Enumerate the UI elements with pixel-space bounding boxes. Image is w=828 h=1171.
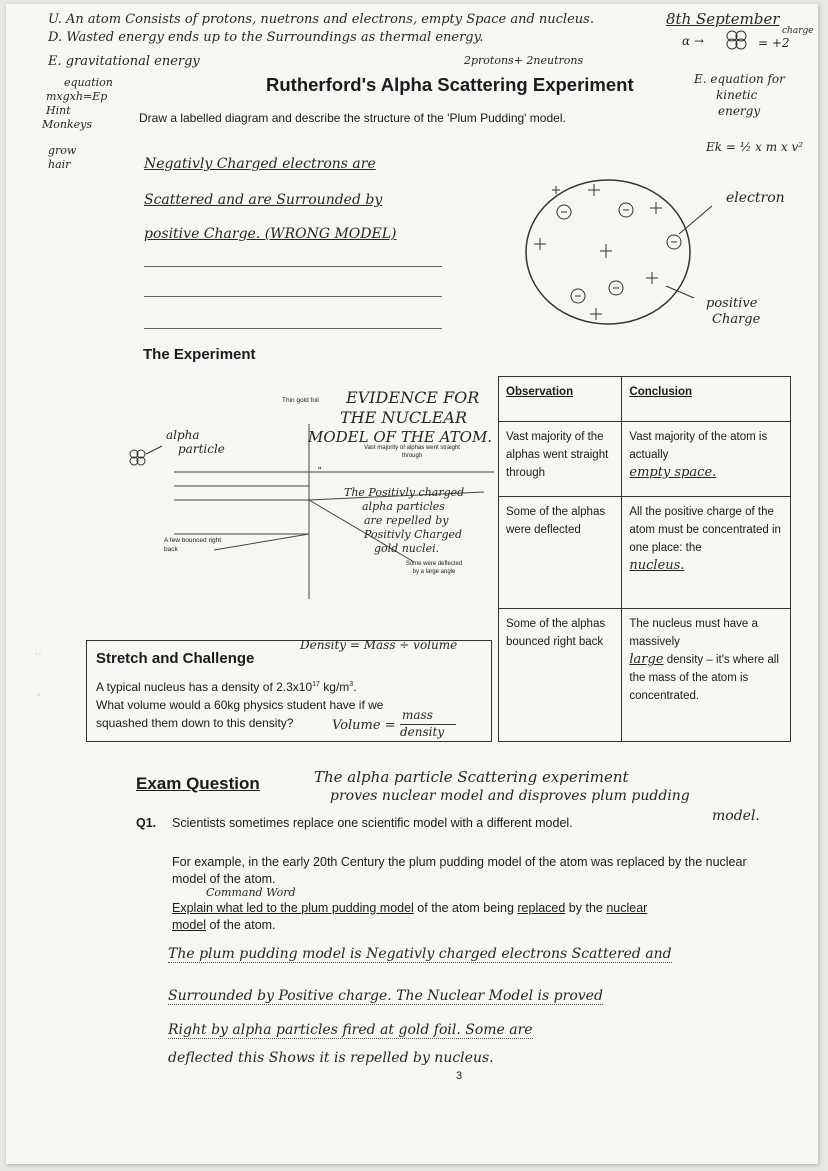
stretch-text-3: squashed them down to this density? (96, 716, 294, 730)
experiment-heading: The Experiment (143, 346, 256, 363)
note-ek-formula: Ek = ½ x m x v² (706, 140, 804, 154)
observation-table (498, 376, 791, 742)
conclusion-text-1: Vast majority of the atom is actually (629, 430, 768, 461)
particle-label: particle (178, 442, 225, 456)
few-bounced-label: A few bounced right back (164, 537, 222, 553)
quote-mark: " (318, 466, 322, 477)
conclusion-filled-2: nucleus. (629, 558, 685, 574)
conclusion-text-2: All the positive charge of the atom must be concentrated in one place: the (629, 506, 781, 555)
alpha-particle-icon (724, 30, 758, 50)
observation-cell-1 (499, 421, 622, 496)
note-gravitational: E. gravitational energy (48, 54, 200, 69)
exam-answer-line-4: deflected this Shows it is repelled by nucleus. (168, 1050, 494, 1066)
ghost-mark: ·· (34, 646, 42, 660)
exam-answer-line-3: Right by alpha particles fired at gold foil. Some are (168, 1022, 533, 1038)
blank-line-1 (144, 266, 442, 267)
evidence-heading-1: EVIDENCE FOR (346, 388, 480, 407)
exam-note-2: proves nuclear model and disproves plum pudding (330, 788, 690, 804)
ghost-mark: · (36, 686, 42, 703)
plum-pudding-diagram (516, 174, 716, 334)
worksheet-page (6, 4, 818, 1164)
observation-cell-2 (499, 497, 622, 609)
question-text: Scientists sometimes replace one scientific model with a different model. (172, 816, 573, 830)
conclusion-filled-3: large (629, 652, 664, 668)
conclusion-cell-2 (622, 497, 791, 609)
repelled-note-1: The Positivly charged (344, 486, 465, 499)
page-number: 3 (456, 1070, 463, 1082)
explain-instruction (172, 900, 772, 934)
conclusion-filled-1: empty space. (629, 464, 717, 480)
exam-note-1: The alpha particle Scattering experiment (314, 768, 629, 786)
question-number: Q1. (136, 816, 157, 830)
conclusion-header-text: Conclusion (629, 386, 693, 398)
note-hair: hair (48, 158, 71, 171)
exam-heading: Exam Question (136, 774, 260, 793)
observation-text-2: Some of the alphas were deflected (506, 506, 606, 537)
plum-answer-line-3: positive Charge. (WRONG MODEL) (144, 226, 397, 242)
note-charge-value: = +2 (758, 36, 790, 50)
positive-label: positive (706, 296, 758, 311)
repelled-note-5: gold nuclei. (374, 542, 440, 555)
exam-answer-line-1: The plum pudding model is Negativly charged electrons Scattered and (168, 946, 672, 962)
stretch-units: kg/m (319, 680, 350, 694)
note-atom-structure: U. An atom Consists of protons, nuetrons and electrons, empty Space and nucleus. (48, 12, 594, 27)
observation-text-3: Some of the alphas bounced right back (506, 618, 606, 649)
fraction-bottom: density (400, 725, 445, 739)
observation-text-1: Vast majority of the alphas went straight through (506, 430, 609, 479)
thin-gold-foil-label: Thin gold foil (282, 397, 319, 404)
alpha-label: alpha (166, 428, 200, 442)
note-kinetic-eq: E. equation for (694, 72, 785, 86)
repelled-note-4: Positivly Charged (364, 528, 463, 541)
stretch-text-1 (96, 680, 357, 694)
stretch-text-1a: A typical nucleus has a density of 2.3x10 (96, 680, 313, 694)
exam-note-3: model. (712, 808, 760, 824)
explain-part-4: of the atom. (206, 918, 276, 932)
note-grow: grow (48, 144, 77, 157)
blank-line-2 (144, 296, 442, 297)
explain-underline-3: nuclear (606, 901, 648, 915)
note-hint: Hint (46, 104, 71, 117)
evidence-heading-2: THE NUCLEAR (340, 408, 468, 427)
page-title: Rutherford's Alpha Scattering Experiment (266, 74, 634, 95)
explain-part-3: by the (565, 901, 607, 915)
observation-header-text: Observation (506, 386, 574, 398)
plum-pudding-prompt: Draw a labelled diagram and describe the structure of the 'Plum Pudding' model. (139, 111, 566, 125)
note-energy: energy (718, 104, 761, 118)
blank-line-3 (144, 328, 442, 329)
repelled-note-3: are repelled by (364, 514, 449, 527)
explain-underline-4: model (172, 918, 207, 932)
conclusion-cell-1 (622, 421, 791, 496)
repelled-note-2: alpha particles (362, 500, 445, 513)
deflected-label: Some were deflected by a large angle (405, 561, 463, 575)
note-monkeys: Monkeys (42, 118, 93, 131)
note-ep-formula: mxgxh=Ep (46, 90, 108, 103)
command-word-note: Command Word (206, 886, 296, 899)
alpha-symbol: α → (682, 34, 704, 48)
observation-header (499, 377, 622, 422)
evidence-heading-3: MODEL OF THE ATOM. (308, 428, 493, 446)
charge-label: Charge (712, 312, 761, 327)
observation-cell-3 (499, 609, 622, 742)
note-wasted-energy: D. Wasted energy ends up to the Surroundings as thermal energy. (48, 30, 484, 45)
note-equation: equation (64, 76, 113, 89)
vast-majority-label: Vast majority of alphas went straight through (364, 445, 460, 459)
question-example: For example, in the early 20th Century the plum pudding model of the atom was replaced by the nuclear model of the atom. (172, 855, 747, 886)
exponent-17: 17 (312, 681, 320, 688)
electron-label: electron (726, 190, 785, 206)
volume-label: Volume = (332, 718, 396, 733)
fraction-top: mass (402, 708, 433, 722)
stretch-text-2: What volume would a 60kg physics student have if we (96, 698, 384, 712)
stretch-heading: Stretch and Challenge (96, 650, 255, 667)
conclusion-cell-3 (622, 609, 791, 742)
exponent-3: 3 (349, 681, 354, 688)
exam-answer-line-2: Surrounded by Positive charge. The Nuclear Model is proved (168, 988, 603, 1004)
conclusion-pre-3: The nucleus must have a massively (629, 618, 758, 649)
note-kinetic: kinetic (716, 88, 758, 102)
explain-underline-2: replaced (517, 901, 566, 915)
conclusion-post-3: density – it's where all the mass of the atom is concentrated. (629, 654, 779, 703)
explain-word: Explain what led to the (172, 901, 302, 915)
note-protons-neutrons: 2protons+ 2neutrons (464, 54, 584, 67)
conclusion-header (622, 377, 791, 422)
density-note: Density = Mass ÷ volume (300, 638, 458, 652)
plum-answer-line-1: Negativly Charged electrons are (144, 156, 376, 172)
stretch-end: . (353, 680, 357, 694)
explain-underline-1: plum pudding model (301, 901, 414, 915)
plum-answer-line-2: Scattered and are Surrounded by (144, 192, 383, 208)
explain-part-2: of the atom being (413, 901, 518, 915)
note-charge: charge (782, 26, 814, 36)
date: 8th September (666, 10, 780, 28)
